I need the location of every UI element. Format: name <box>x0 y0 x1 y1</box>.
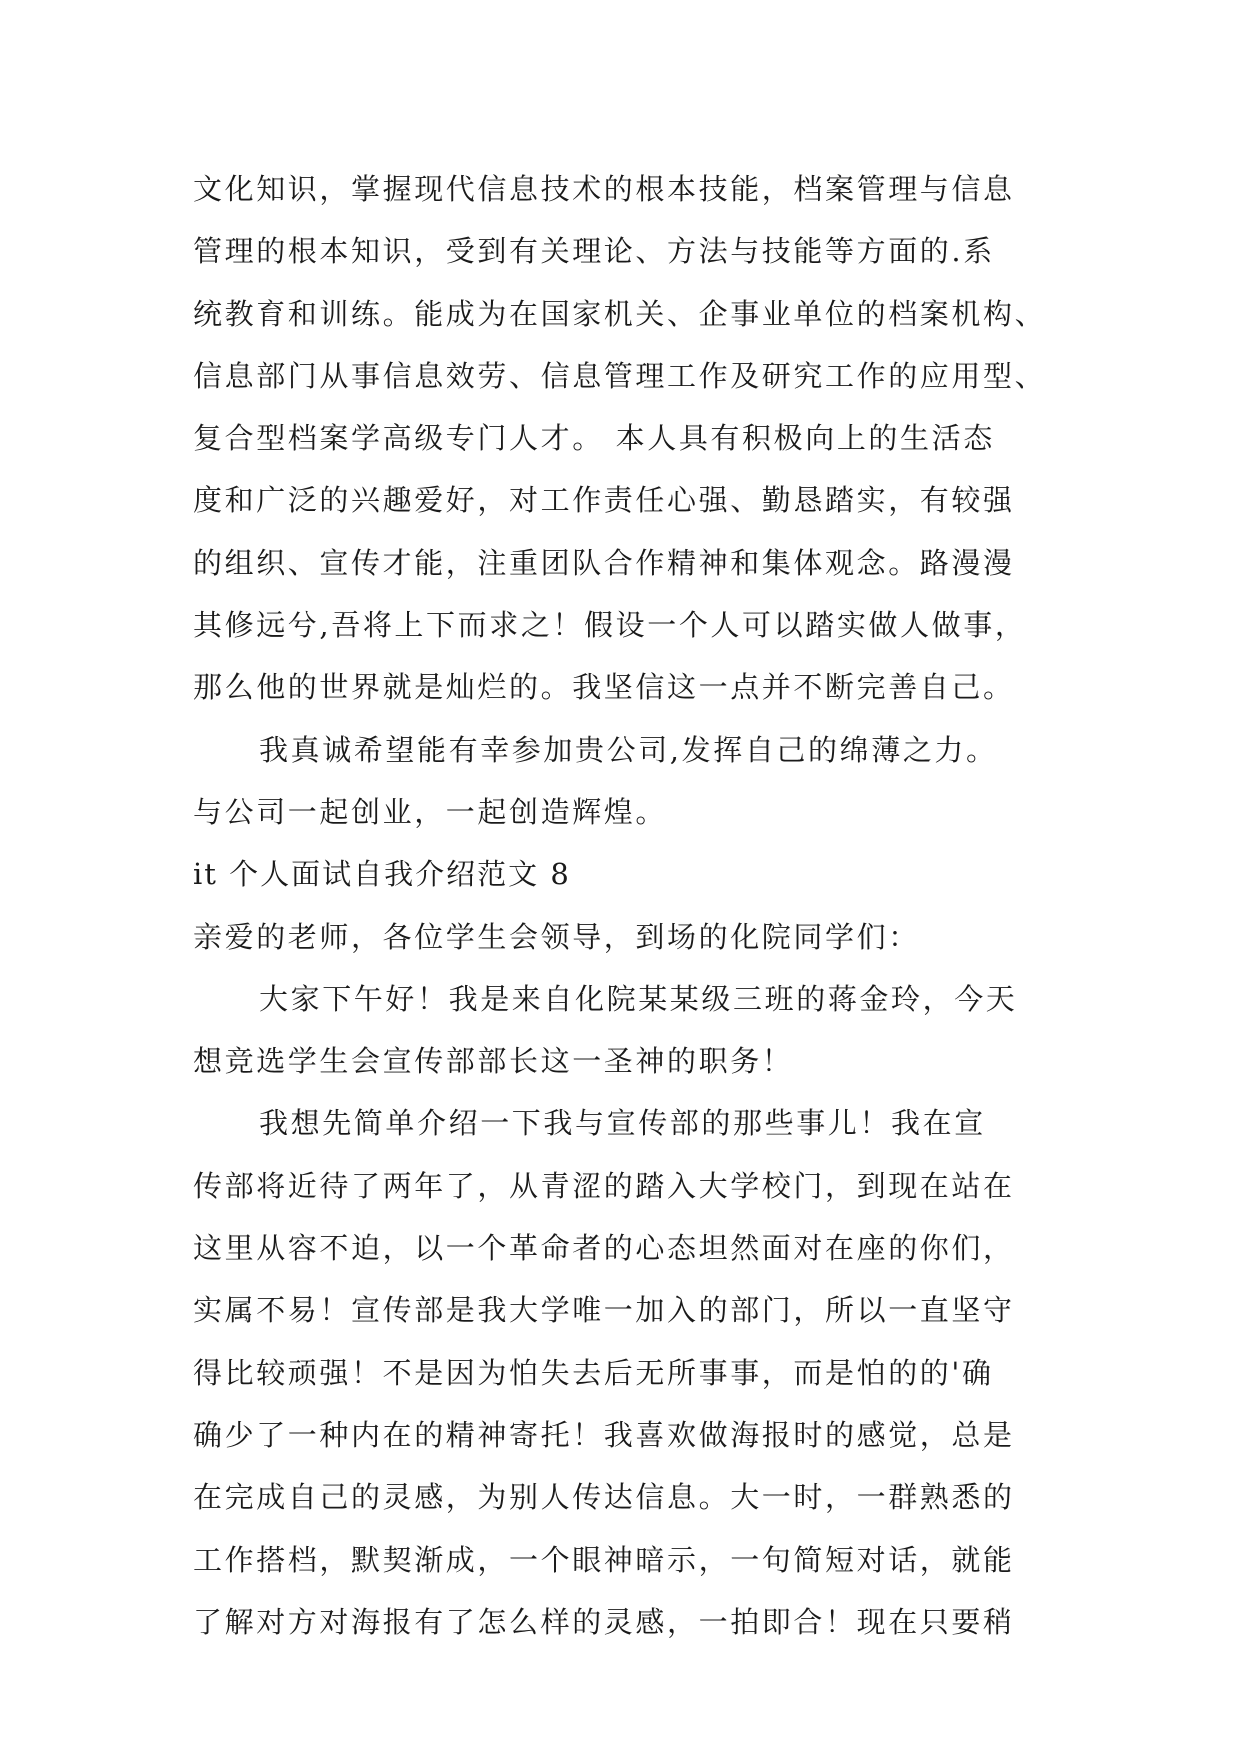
text-line: 得比较顽强！不是因为怕失去后无所事事，而是怕的的'确 <box>193 1355 994 1390</box>
text-line: 这里从容不迫，以一个革命者的心态坦然面对在座的你们， <box>193 1231 1015 1266</box>
paragraph-start-line: 大家下午好！我是来自化院某某级三班的蒋金玲，今天 <box>259 981 1018 1016</box>
salutation-line: 亲爱的老师，各位学生会领导，到场的化院同学们： <box>193 919 920 954</box>
text-line: 那么他的世界就是灿烂的。我坚信这一点并不断完善自己。 <box>193 670 1015 705</box>
paragraph-start-line: 我真诚希望能有幸参加贵公司,发挥自己的绵薄之力。 <box>259 732 998 767</box>
text-line: 的组织、宣传才能，注重团队合作精神和集体观念。路漫漫 <box>193 545 1015 580</box>
text-line: 传部将近待了两年了，从青涩的踏入大学校门，到现在站在 <box>193 1168 1015 1203</box>
paragraph-start-line: 我想先简单介绍一下我与宣传部的那些事儿！我在宣 <box>259 1106 986 1141</box>
text-line: 信息部门从事信息效劳、信息管理工作及研究工作的应用型、 <box>193 358 1047 393</box>
text-line: 统教育和训练。能成为在国家机关、企事业单位的档案机构、 <box>193 296 1047 331</box>
text-line: 与公司一起创业，一起创造辉煌。 <box>193 794 668 829</box>
document-page <box>193 158 1083 1653</box>
text-line: 了解对方对海报有了怎么样的灵感，一拍即合！现在只要稍 <box>193 1604 1015 1639</box>
text-line: 确少了一种内在的精神寄托！我喜欢做海报时的感觉，总是 <box>193 1417 1015 1452</box>
text-line: 文化知识，掌握现代信息技术的根本技能，档案管理与信息 <box>193 172 1015 206</box>
text-line: 其修远兮,吾将上下而求之！假设一个人可以踏实做人做事， <box>193 608 1027 643</box>
text-line: 复合型档案学高级专门人才。 本人具有积极向上的生活态 <box>193 421 995 456</box>
section-heading: it 个人面试自我介绍范文 8 <box>193 857 571 892</box>
text-line: 度和广泛的兴趣爱好，对工作责任心强、勤恳踏实，有较强 <box>193 483 1015 518</box>
text-line: 在完成自己的灵感，为别人传达信息。大一时，一群熟悉的 <box>193 1480 1015 1515</box>
text-line: 实属不易！宣传部是我大学唯一加入的部门，所以一直坚守 <box>193 1293 1015 1328</box>
text-line: 管理的根本知识，受到有关理论、方法与技能等方面的.系 <box>193 234 995 269</box>
text-line: 工作搭档，默契渐成，一个眼神暗示，一句简短对话，就能 <box>193 1542 1015 1577</box>
text-line: 想竞选学生会宣传部部长这一圣神的职务！ <box>193 1044 794 1079</box>
